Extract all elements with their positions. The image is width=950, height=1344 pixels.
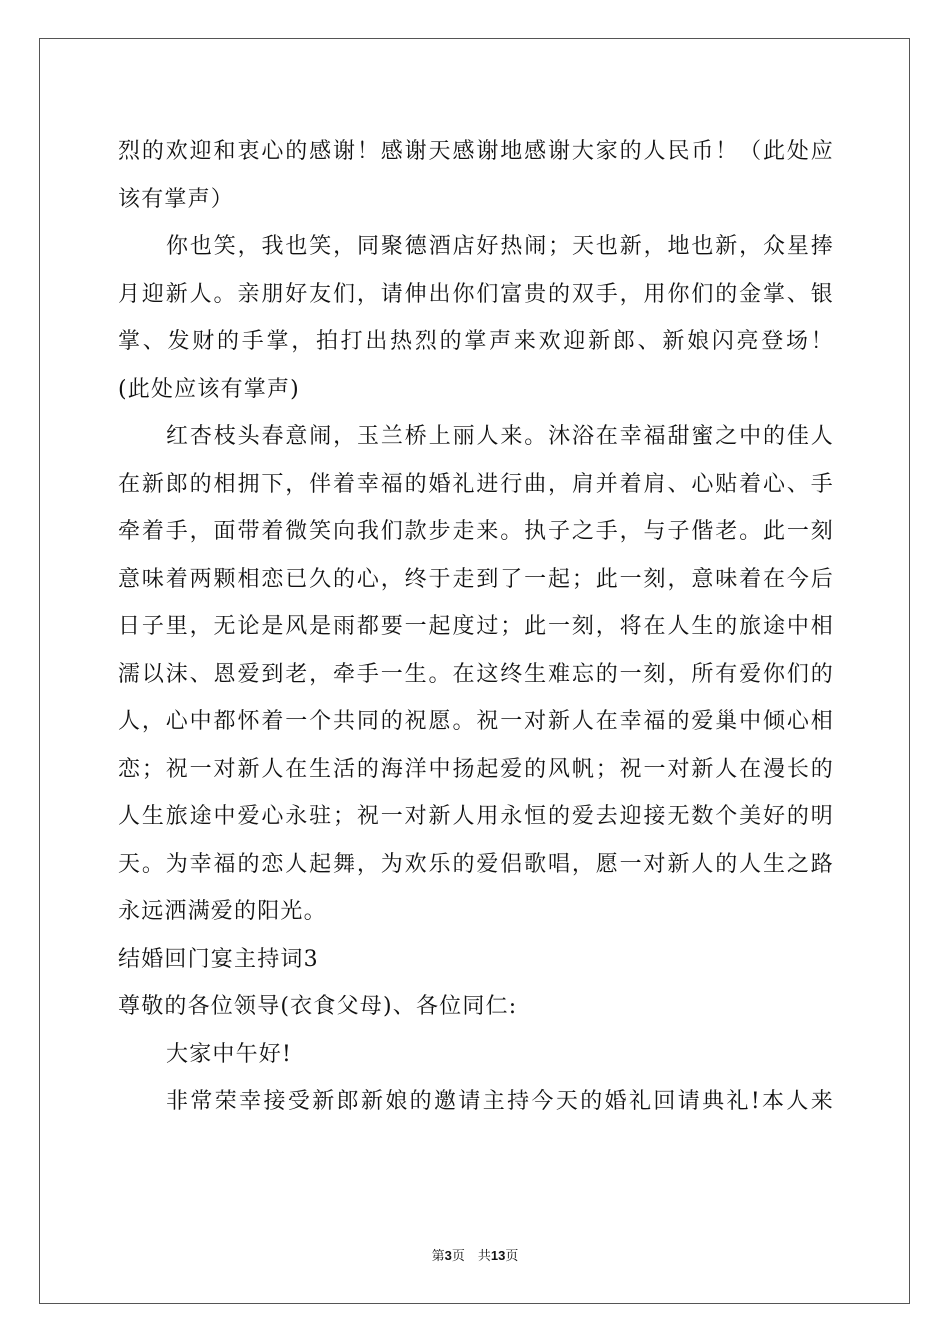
text-line: 牵着手，面带着微笑向我们款步走来。执子之手，与子偕老。此一刻 (118, 519, 834, 544)
footer-prefix: 第 (431, 1249, 445, 1264)
text-line: 日子里，无论是风是雨都要一起度过；此一刻，将在人生的旅途中相 (118, 614, 834, 639)
text-line: 烈的欢迎和衷心的感谢！感谢天感谢地感谢大家的人民币！（此处应 (118, 139, 834, 164)
text-line: 天。为幸福的恋人起舞，为欢乐的爱侣歌唱，愿一对新人的人生之路 (118, 851, 834, 877)
salutation: 尊敬的各位领导(衣食父母)、各位同仁: (118, 994, 518, 1019)
text-line: (此处应该有掌声) (118, 376, 300, 402)
section-heading: 结婚回门宴主持词3 (118, 946, 319, 972)
text-line: 恋；祝一对新人在生活的海洋中扬起爱的风帆；祝一对新人在漫长的 (118, 756, 834, 782)
paragraph-start-line: 你也笑，我也笑，同聚德酒店好热闹；天也新，地也新，众星捧 (166, 234, 834, 259)
text-line: 人，心中都怀着一个共同的祝愿。祝一对新人在幸福的爱巢中倾心相 (118, 709, 834, 734)
greeting: 大家中午好! (166, 1041, 293, 1067)
footer-mid: 页 共 (451, 1249, 491, 1264)
paragraph-start-line: 非常荣幸接受新郎新娘的邀请主持今天的婚礼回请典礼!本人来 (166, 1089, 834, 1114)
text-line: 掌、发财的手掌，拍打出热烈的掌声来欢迎新郎、新娘闪亮登场！ (118, 329, 834, 354)
total-pages-number: 13 (490, 1248, 506, 1263)
footer-suffix: 页 (505, 1249, 519, 1264)
paragraph-start-line: 红杏枝头春意闹，玉兰桥上丽人来。沐浴在幸福甜蜜之中的佳人 (166, 424, 834, 449)
text-line: 该有掌声） (118, 186, 235, 212)
text-line: 濡以沫、恩爱到老，牵手一生。在这终生难忘的一刻，所有爱你们的 (118, 661, 834, 687)
document-body (118, 128, 834, 1126)
text-line: 意味着两颗相恋已久的心，终于走到了一起；此一刻，意味着在今后 (118, 566, 834, 592)
page-footer (0, 1245, 950, 1264)
current-page-number: 3 (444, 1248, 452, 1263)
text-line: 人生旅途中爱心永驻；祝一对新人用永恒的爱去迎接无数个美好的明 (118, 804, 834, 829)
text-line: 永远洒满爱的阳光。 (118, 899, 327, 924)
text-line: 在新郎的相拥下，伴着幸福的婚礼进行曲，肩并着肩、心贴着心、手 (118, 471, 834, 497)
text-line: 月迎新人。亲朋好友们，请伸出你们富贵的双手，用你们的金掌、银 (118, 281, 834, 307)
